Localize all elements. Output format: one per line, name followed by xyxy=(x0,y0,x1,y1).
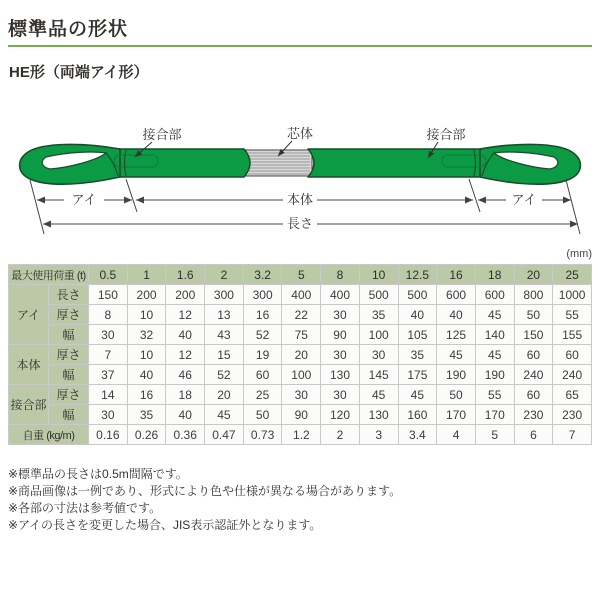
value-cell: 45 xyxy=(437,345,476,365)
value-cell: 0.36 xyxy=(166,425,205,445)
value-cell: 20 xyxy=(205,385,244,405)
value-cell: 100 xyxy=(282,365,321,385)
notes-block xyxy=(8,466,401,534)
value-cell: 35 xyxy=(398,345,437,365)
row-label-thickness: 厚さ xyxy=(49,345,89,365)
value-cell: 400 xyxy=(282,285,321,305)
value-cell: 7 xyxy=(89,345,128,365)
value-cell: 30 xyxy=(321,345,360,365)
value-cell: 105 xyxy=(398,325,437,345)
value-cell: 50 xyxy=(437,385,476,405)
joint-left-label: 接合部 xyxy=(142,127,182,142)
value-cell: 22 xyxy=(282,305,321,325)
value-cell: 0.5 xyxy=(89,265,128,285)
value-cell: 190 xyxy=(475,365,514,385)
value-cell: 60 xyxy=(553,345,592,365)
value-cell: 130 xyxy=(321,365,360,385)
value-cell: 50 xyxy=(514,305,553,325)
value-cell: 200 xyxy=(166,285,205,305)
value-cell: 10 xyxy=(127,305,166,325)
value-cell: 75 xyxy=(282,325,321,345)
value-cell: 18 xyxy=(475,265,514,285)
value-cell: 35 xyxy=(127,405,166,425)
table-row-eye-length xyxy=(9,285,592,305)
value-cell: 12.5 xyxy=(398,265,437,285)
value-cell: 18 xyxy=(166,385,205,405)
value-cell: 175 xyxy=(398,365,437,385)
core-label: 芯体 xyxy=(286,126,314,141)
value-cell: 7 xyxy=(553,425,592,445)
value-cell: 30 xyxy=(282,385,321,405)
value-cell: 10 xyxy=(127,345,166,365)
value-cell: 8 xyxy=(321,265,360,285)
table-row-eye-width xyxy=(9,325,592,345)
note-line: ※アイの長さを変更した場合、JIS表示認証外となります。 xyxy=(8,518,322,532)
value-cell: 90 xyxy=(321,325,360,345)
value-cell: 19 xyxy=(243,345,282,365)
value-cell: 45 xyxy=(475,305,514,325)
group-eye: アイ xyxy=(9,285,49,345)
value-cell: 15 xyxy=(205,345,244,365)
value-cell: 3.2 xyxy=(243,265,282,285)
value-cell: 5 xyxy=(475,425,514,445)
value-cell: 35 xyxy=(359,305,398,325)
value-cell: 145 xyxy=(359,365,398,385)
eye-right-dim-label: アイ xyxy=(511,192,537,207)
value-cell: 52 xyxy=(243,325,282,345)
value-cell: 50 xyxy=(243,405,282,425)
value-cell: 40 xyxy=(166,405,205,425)
value-cell: 1.2 xyxy=(282,425,321,445)
value-cell: 600 xyxy=(437,285,476,305)
sling-diagram xyxy=(0,0,600,250)
value-cell: 46 xyxy=(166,365,205,385)
value-cell: 2 xyxy=(205,265,244,285)
value-cell: 30 xyxy=(89,405,128,425)
value-cell: 170 xyxy=(437,405,476,425)
value-cell: 0.47 xyxy=(205,425,244,445)
value-cell: 55 xyxy=(475,385,514,405)
value-cell: 8 xyxy=(89,305,128,325)
spec-table xyxy=(8,264,592,445)
value-cell: 230 xyxy=(553,405,592,425)
value-cell: 120 xyxy=(321,405,360,425)
value-cell: 45 xyxy=(359,385,398,405)
value-cell: 190 xyxy=(437,365,476,385)
value-cell: 20 xyxy=(514,265,553,285)
table-row-body-thickness xyxy=(9,345,592,365)
value-cell: 65 xyxy=(553,385,592,405)
value-cell: 16 xyxy=(127,385,166,405)
value-cell: 40 xyxy=(127,365,166,385)
table-row-joint-width xyxy=(9,405,592,425)
value-cell: 45 xyxy=(475,345,514,365)
row-label-thickness: 厚さ xyxy=(49,305,89,325)
value-cell: 12 xyxy=(166,345,205,365)
value-cell: 43 xyxy=(205,325,244,345)
value-cell: 60 xyxy=(514,345,553,365)
value-cell: 5 xyxy=(282,265,321,285)
value-cell: 150 xyxy=(89,285,128,305)
value-cell: 2 xyxy=(321,425,360,445)
group-body: 本体 xyxy=(9,345,49,385)
value-cell: 0.26 xyxy=(127,425,166,445)
value-cell: 30 xyxy=(89,325,128,345)
value-cell: 155 xyxy=(553,325,592,345)
table-row-weight xyxy=(9,425,592,445)
value-cell: 200 xyxy=(127,285,166,305)
value-cell: 40 xyxy=(398,305,437,325)
core-shape xyxy=(246,150,312,176)
value-cell: 25 xyxy=(243,385,282,405)
value-cell: 1.6 xyxy=(166,265,205,285)
table-row-joint-thickness xyxy=(9,385,592,405)
value-cell: 16 xyxy=(437,265,476,285)
value-cell: 0.16 xyxy=(89,425,128,445)
value-cell: 40 xyxy=(437,305,476,325)
value-cell: 1000 xyxy=(553,285,592,305)
value-cell: 500 xyxy=(359,285,398,305)
row-label-width: 幅 xyxy=(49,365,89,385)
row-label-width: 幅 xyxy=(49,405,89,425)
value-cell: 25 xyxy=(553,265,592,285)
value-cell: 13 xyxy=(205,305,244,325)
value-cell: 30 xyxy=(359,345,398,365)
value-cell: 30 xyxy=(321,385,360,405)
weight-row-label: 自重 (kg/m) xyxy=(9,425,89,445)
value-cell: 12 xyxy=(166,305,205,325)
page-title: 標準品の形状 xyxy=(8,19,129,40)
value-cell: 240 xyxy=(553,365,592,385)
value-cell: 130 xyxy=(359,405,398,425)
value-cell: 800 xyxy=(514,285,553,305)
value-cell: 600 xyxy=(475,285,514,305)
product-type-heading: HE形（両端アイ形） xyxy=(9,64,149,81)
value-cell: 400 xyxy=(321,285,360,305)
note-line: ※商品画像は一例であり、形式により色や仕様が異なる場合があります。 xyxy=(8,484,402,498)
value-cell: 160 xyxy=(398,405,437,425)
table-row-eye-thickness xyxy=(9,305,592,325)
value-cell: 52 xyxy=(205,365,244,385)
unit-label: (mm) xyxy=(566,248,592,260)
joint-right-label: 接合部 xyxy=(426,127,466,142)
body-dim-label: 本体 xyxy=(286,192,314,207)
value-cell: 4 xyxy=(437,425,476,445)
value-cell: 6 xyxy=(514,425,553,445)
value-cell: 500 xyxy=(398,285,437,305)
value-cell: 3 xyxy=(359,425,398,445)
max-load-header: 最大使用荷重 (t) xyxy=(9,265,89,285)
value-cell: 170 xyxy=(475,405,514,425)
value-cell: 45 xyxy=(398,385,437,405)
table-row-body-width xyxy=(9,365,592,385)
eye-left-dim-label: アイ xyxy=(71,192,97,207)
value-cell: 32 xyxy=(127,325,166,345)
row-label-thickness: 厚さ xyxy=(49,385,89,405)
value-cell: 45 xyxy=(205,405,244,425)
value-cell: 3.4 xyxy=(398,425,437,445)
value-cell: 14 xyxy=(89,385,128,405)
value-cell: 90 xyxy=(282,405,321,425)
group-joint: 接合部 xyxy=(9,385,49,425)
value-cell: 100 xyxy=(359,325,398,345)
value-cell: 240 xyxy=(514,365,553,385)
value-cell: 300 xyxy=(243,285,282,305)
value-cell: 30 xyxy=(321,305,360,325)
value-cell: 1 xyxy=(127,265,166,285)
note-line: ※標準品の長さは0.5m間隔です。 xyxy=(8,467,188,481)
table-header-row xyxy=(9,265,592,285)
value-cell: 40 xyxy=(166,325,205,345)
value-cell: 60 xyxy=(514,385,553,405)
value-cell: 10 xyxy=(359,265,398,285)
value-cell: 150 xyxy=(514,325,553,345)
value-cell: 60 xyxy=(243,365,282,385)
value-cell: 230 xyxy=(514,405,553,425)
value-cell: 0.73 xyxy=(243,425,282,445)
value-cell: 16 xyxy=(243,305,282,325)
value-cell: 55 xyxy=(553,305,592,325)
length-dim-label: 長さ xyxy=(286,216,314,231)
row-label-width: 幅 xyxy=(49,325,89,345)
value-cell: 20 xyxy=(282,345,321,365)
note-line: ※各部の寸法は参考値です。 xyxy=(8,501,162,515)
value-cell: 125 xyxy=(437,325,476,345)
row-label-length: 長さ xyxy=(49,285,89,305)
value-cell: 140 xyxy=(475,325,514,345)
value-cell: 37 xyxy=(89,365,128,385)
value-cell: 300 xyxy=(205,285,244,305)
